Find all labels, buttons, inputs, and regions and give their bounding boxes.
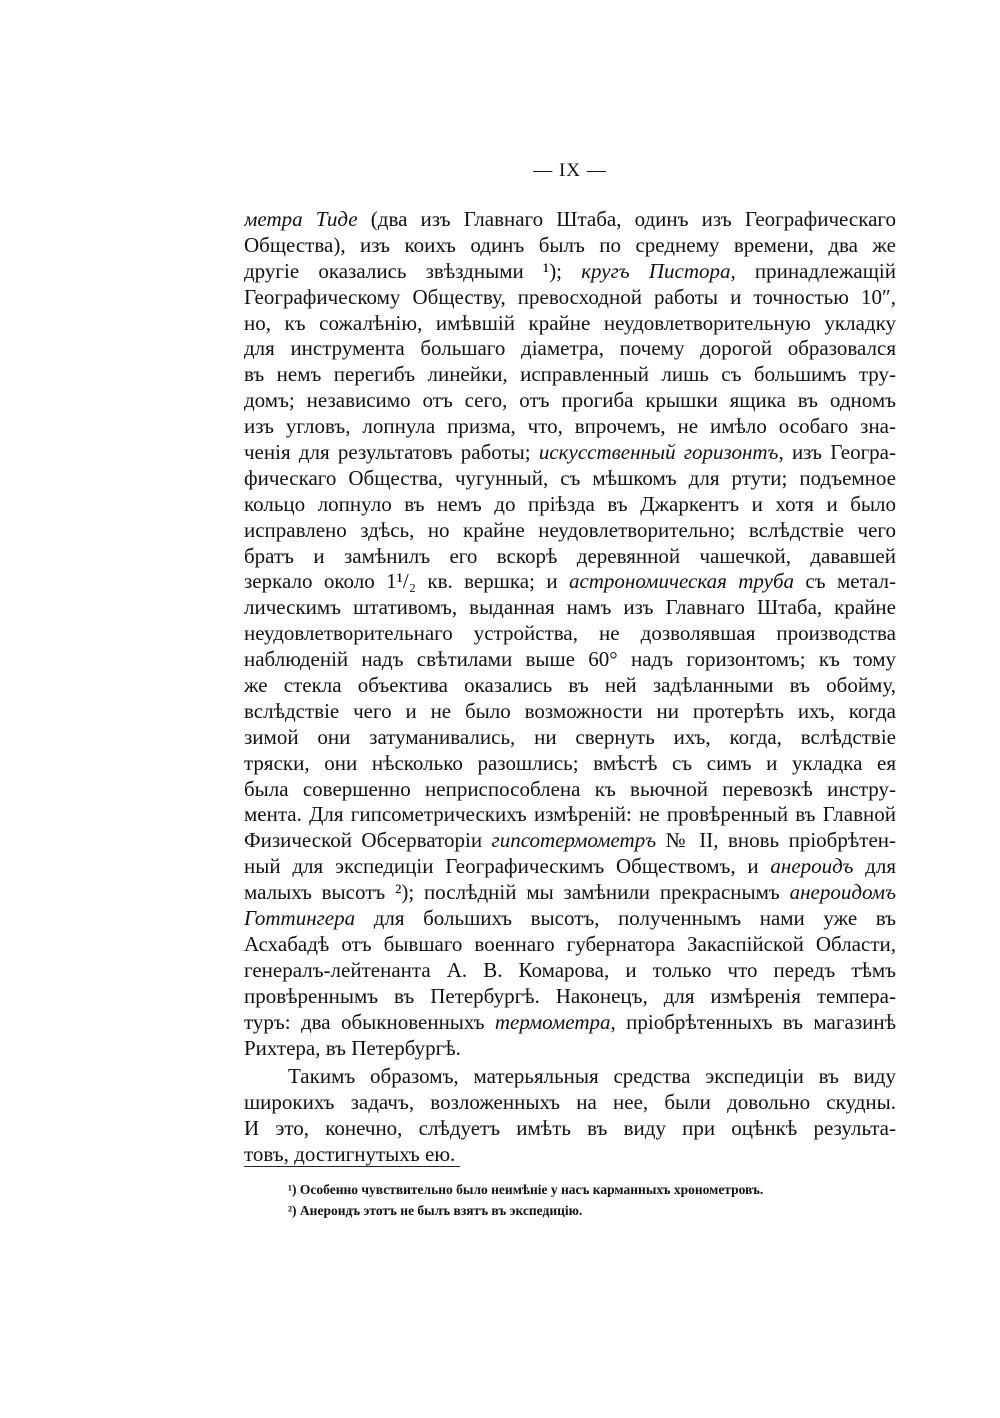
text-run: тряски, они нѣсколько разошлись; вмѣстѣ съ симъ и укладка ея bbox=[244, 750, 896, 775]
text-run: ный для экспедиціи Географическимъ Обществомъ, и bbox=[244, 854, 771, 879]
text-line bbox=[244, 207, 896, 233]
text-line bbox=[244, 1090, 896, 1116]
text-run: туръ: два обыкновенныхъ bbox=[244, 1009, 495, 1034]
text-run: зимой они затуманивались, ни свернуть ихъ, когда, вслѣдствіе bbox=[244, 724, 896, 749]
text-run: малыхъ высотъ ²); послѣдній мы замѣнили прекраснымъ bbox=[244, 880, 790, 905]
text-line bbox=[244, 388, 896, 414]
text-run: , изъ Геогра- bbox=[778, 440, 896, 465]
text-run: широкихъ задачъ, возложенныхъ на нее, были довольно скудны. bbox=[244, 1090, 896, 1115]
main-text bbox=[244, 207, 896, 1168]
text-run: мента. Для гипсометрическихъ измѣреній: не провѣренный въ Главной bbox=[244, 802, 896, 827]
text-run: для bbox=[853, 854, 896, 879]
text-line bbox=[244, 880, 896, 906]
text-run: домъ; независимо отъ сего, отъ прогиба крышки ящика въ одномъ bbox=[244, 388, 896, 413]
text-run: № II, вновь пріобрѣтен- bbox=[656, 828, 896, 853]
text-run: вслѣдствіе чего и не было возможности ни протерѣть ихъ, когда bbox=[244, 698, 896, 723]
text-line bbox=[244, 906, 896, 932]
text-run: исправлено здѣсь, но крайне неудовлетворительно; вслѣдствіе чего bbox=[244, 517, 896, 542]
italic-term: кругъ Пистора bbox=[581, 258, 731, 283]
paragraph bbox=[244, 207, 896, 1061]
italic-term: Готтингера bbox=[244, 906, 356, 931]
text-line bbox=[244, 673, 896, 699]
text-line bbox=[244, 777, 896, 803]
italic-term: искусственный горизонтъ bbox=[538, 440, 779, 465]
text-run: наблюденій надъ свѣтилами выше 60° надъ горизонтомъ; къ тому bbox=[244, 647, 896, 672]
text-line bbox=[244, 621, 896, 647]
text-line bbox=[244, 1142, 896, 1168]
text-line bbox=[244, 647, 896, 673]
text-run: изъ угловъ, лопнула призма, что, впрочемъ, не имѣло особаго зна- bbox=[244, 414, 896, 439]
text-line bbox=[244, 440, 896, 466]
text-run: Асхабадѣ отъ бывшаго военнаго губернатора Закаспійской Области, bbox=[244, 931, 896, 956]
text-line bbox=[244, 751, 896, 777]
text-run: , пріобрѣтенныхъ въ магазинѣ bbox=[610, 1009, 896, 1034]
text-line bbox=[244, 414, 896, 440]
text-run: Такимъ образомъ, матерьяльныя средства экспедиціи въ виду bbox=[288, 1064, 896, 1089]
text-line bbox=[244, 932, 896, 958]
italic-term: термометра bbox=[494, 1009, 611, 1034]
text-line bbox=[244, 492, 896, 518]
footnote-1: ¹) Особенно чувствительно было неимѣніе у насъ карманныхъ хронометровъ. bbox=[288, 1182, 764, 1197]
text-line bbox=[244, 311, 896, 337]
text-run: Рихтера, въ Петербургѣ. bbox=[244, 1035, 461, 1060]
footnote-2: ²) Анероидъ этотъ не былъ взятъ въ экспедицію. bbox=[288, 1203, 583, 1218]
text-run: (два изъ Главнаго Штаба, одинъ изъ Географическаго bbox=[357, 207, 896, 231]
text-run: лическимъ штативомъ, выданная намъ изъ Главнаго Штаба, крайне bbox=[244, 595, 896, 620]
text-run: Географическому Обществу, превосходной работы и точностью 10″, bbox=[244, 284, 896, 309]
text-run: провѣреннымъ въ Петербургѣ. Наконецъ, для измѣренія темпера- bbox=[244, 983, 896, 1008]
text-run: И это, конечно, слѣдуетъ имѣть въ виду при оцѣнкѣ результа- bbox=[244, 1116, 896, 1141]
text-run: въ немъ перегибъ линейки, исправленный лишь съ большимъ тру- bbox=[244, 362, 896, 387]
text-run: для инструмента большаго діаметра, почему дорогой образовался bbox=[244, 336, 896, 361]
text-line bbox=[244, 259, 896, 285]
text-run: , принадлежащій bbox=[730, 258, 896, 283]
text-line bbox=[244, 958, 896, 984]
text-line bbox=[244, 828, 896, 854]
text-line bbox=[244, 1010, 896, 1036]
text-line bbox=[244, 362, 896, 388]
paragraph bbox=[244, 1064, 896, 1168]
italic-term: астрономическая труба bbox=[568, 569, 795, 594]
text-line bbox=[244, 725, 896, 751]
text-run: неудовлетворительнаго устройства, не дозволявшая производства bbox=[244, 621, 896, 646]
italic-term: метра Тиде bbox=[244, 207, 358, 231]
text-line bbox=[244, 544, 896, 570]
text-run: генералъ-лейтенанта А. В. Комарова, и только что передъ тѣмъ bbox=[244, 957, 896, 982]
text-run: другіе оказались звѣздными ¹); bbox=[244, 258, 582, 283]
text-line bbox=[244, 984, 896, 1010]
text-run: Физической Обсерваторіи bbox=[244, 828, 492, 853]
text-run: была совершенно неприспособлена къ вьючной перевозкѣ инстру- bbox=[244, 776, 896, 801]
text-run: ченія для результатовъ работы; bbox=[244, 440, 539, 465]
text-line bbox=[244, 336, 896, 362]
text-line bbox=[244, 518, 896, 544]
text-line bbox=[244, 1064, 896, 1090]
text-line bbox=[244, 802, 896, 828]
footnotes bbox=[288, 1179, 848, 1221]
text-run: фическаго Общества, чугунный, съ мѣшкомъ для ртути; подъемное bbox=[244, 465, 896, 490]
text-run: кольцо лопнуло въ немъ до пріѣзда въ Джаркентъ и хотя и было bbox=[244, 491, 896, 516]
text-line bbox=[244, 854, 896, 880]
text-run: для большихъ высотъ, полученнымъ нами уже въ bbox=[355, 906, 896, 931]
text-line bbox=[244, 233, 896, 259]
text-line bbox=[244, 595, 896, 621]
text-run: братъ и замѣнилъ его вскорѣ деревянной чашечкой, дававшей bbox=[244, 543, 896, 568]
text-run: съ метал- bbox=[794, 569, 896, 594]
text-run: же стекла объектива оказались въ ней задѣланными въ обойму, bbox=[244, 673, 896, 698]
text-run: но, къ сожалѣнію, имѣвшій крайне неудовлетворительную укладку bbox=[244, 310, 896, 335]
text-line bbox=[244, 1116, 896, 1142]
italic-term: анероидомъ bbox=[789, 880, 896, 905]
footnote-divider bbox=[244, 1166, 460, 1167]
text-line bbox=[244, 285, 896, 311]
text-line bbox=[244, 699, 896, 725]
text-line bbox=[244, 466, 896, 492]
italic-term: гипсотермометръ bbox=[491, 828, 657, 853]
page-number: — IX — bbox=[533, 160, 607, 181]
text-run: зеркало около 1¹/₂ кв. вершка; и bbox=[244, 569, 569, 594]
italic-term: анероидъ bbox=[770, 854, 854, 879]
text-run: Общества), изъ коихъ одинъ былъ по среднему времени, два же bbox=[244, 232, 896, 257]
text-run: товъ, достигнутыхъ ею. bbox=[244, 1142, 456, 1167]
text-line bbox=[244, 569, 896, 595]
text-line bbox=[244, 1036, 896, 1062]
